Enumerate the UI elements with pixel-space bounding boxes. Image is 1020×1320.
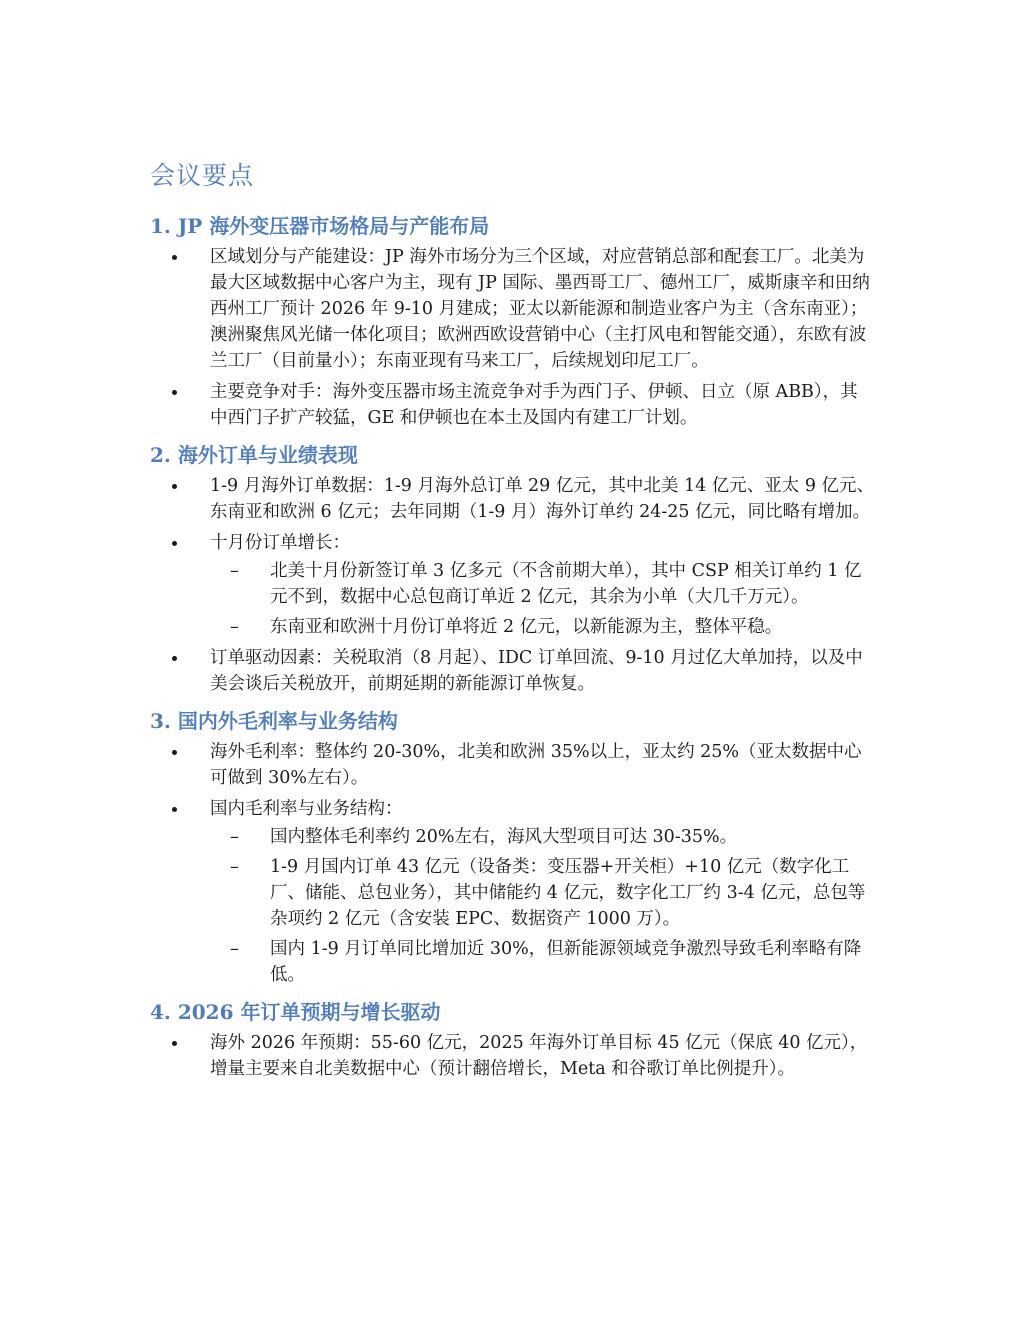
bullet-list	[150, 244, 875, 431]
section-2	[150, 441, 875, 697]
bullet-icon	[172, 255, 177, 260]
sub-text: 东南亚和欧洲十月份订单将近 2 亿元，以新能源为主，整体平稳。	[270, 617, 783, 637]
sub-text: 1-9 月国内订单 43 亿元（设备类：变压器+开关柜）+10 亿元（数字化工厂、储能、总包业务），其中储能约 4 亿元，数字化工厂约 3-4 亿元，总包等杂项约 2 亿元（含安装 EPC、数据资产 1000 万）。	[270, 857, 866, 929]
dash-icon: –	[230, 827, 239, 847]
bullet-text: 区域划分与产能建设：JP 海外市场分为三个区域，对应营销总部和配套工厂。北美为最大区域数据中心客户为主，现有 JP 国际、墨西哥工厂、德州工厂，威斯康辛和田纳西州工厂预计 2026 年 9-10 月建成；亚太以新能源和制造业客户为主（含东南亚）；澳洲聚焦风光储一体化项目；欧洲西欧设营销中心（主打风电和智能交通），东欧有波兰工厂（目前量小）；东南亚现有马来工厂，后续规划印尼工厂。	[210, 247, 870, 371]
bullet-text: 1-9 月海外订单数据：1-9 月海外总订单 29 亿元，其中北美 14 亿元、亚太 9 亿元、东南亚和欧洲 6 亿元；去年同期（1-9 月）海外订单约 24-25 亿元，同比略有增加。	[210, 476, 875, 522]
bullet-icon	[172, 541, 177, 546]
sub-text: 国内整体毛利率约 20%左右，海风大型项目可达 30-35%。	[270, 827, 738, 847]
sub-list-item	[150, 936, 875, 988]
list-item	[150, 473, 875, 525]
sub-list-item	[150, 614, 875, 640]
dash-icon: –	[230, 617, 239, 637]
sub-list	[210, 824, 875, 988]
bullet-list	[150, 473, 875, 697]
document-page	[150, 158, 875, 1092]
bullet-icon	[172, 1041, 177, 1046]
dash-icon: –	[230, 561, 239, 581]
list-item	[150, 645, 875, 697]
bullet-text: 十月份订单增长：	[210, 533, 350, 553]
section-heading: 1. JP 海外变压器市场格局与产能布局	[150, 214, 490, 238]
bullet-list	[150, 739, 875, 988]
section-heading: 3. 国内外毛利率与业务结构	[150, 709, 398, 733]
section-3	[150, 707, 875, 988]
section-heading: 4. 2026 年订单预期与增长驱动	[150, 1000, 441, 1024]
list-item	[150, 739, 875, 791]
list-item	[150, 244, 875, 374]
bullet-icon	[172, 390, 177, 395]
section-4	[150, 998, 875, 1082]
dash-icon: –	[230, 857, 239, 877]
list-item	[150, 1030, 875, 1082]
dash-icon: –	[230, 939, 239, 959]
list-item	[150, 530, 875, 640]
section-1	[150, 212, 875, 431]
sub-text: 国内 1-9 月订单同比增加近 30%，但新能源领域竞争激烈导致毛利率略有降低。	[270, 939, 862, 985]
bullet-text: 海外 2026 年预期：55-60 亿元，2025 年海外订单目标 45 亿元（保底 40 亿元），增量主要来自北美数据中心（预计翻倍增长，Meta 和谷歌订单比例提升）。	[210, 1033, 868, 1079]
bullet-icon	[172, 484, 177, 489]
bullet-text: 订单驱动因素：关税取消（8 月起）、IDC 订单回流、9-10 月过亿大单加持，以及中美会谈后关税放开，前期延期的新能源订单恢复。	[210, 648, 863, 694]
list-item	[150, 796, 875, 988]
sub-list-item	[150, 854, 875, 932]
bullet-icon	[172, 656, 177, 661]
sub-list-item	[150, 558, 875, 610]
list-item	[150, 379, 875, 431]
sub-list	[210, 558, 875, 640]
document-title: 会议要点	[150, 161, 255, 190]
bullet-icon	[172, 750, 177, 755]
sub-list-item	[150, 824, 875, 850]
bullet-icon	[172, 807, 177, 812]
section-heading: 2. 海外订单与业绩表现	[150, 443, 358, 467]
bullet-text: 海外毛利率：整体约 20-30%，北美和欧洲 35%以上，亚太约 25%（亚太数据中心可做到 30%左右）。	[210, 742, 862, 788]
bullet-list	[150, 1030, 875, 1082]
sub-text: 北美十月份新签订单 3 亿多元（不含前期大单），其中 CSP 相关订单约 1 亿元不到，数据中心总包商订单近 2 亿元，其余为小单（大几千万元）。	[270, 561, 862, 607]
bullet-text: 国内毛利率与业务结构：	[210, 799, 403, 819]
bullet-text: 主要竞争对手：海外变压器市场主流竞争对手为西门子、伊顿、日立（原 ABB），其中西门子扩产较猛，GE 和伊顿也在本土及国内有建工厂计划。	[210, 382, 858, 428]
